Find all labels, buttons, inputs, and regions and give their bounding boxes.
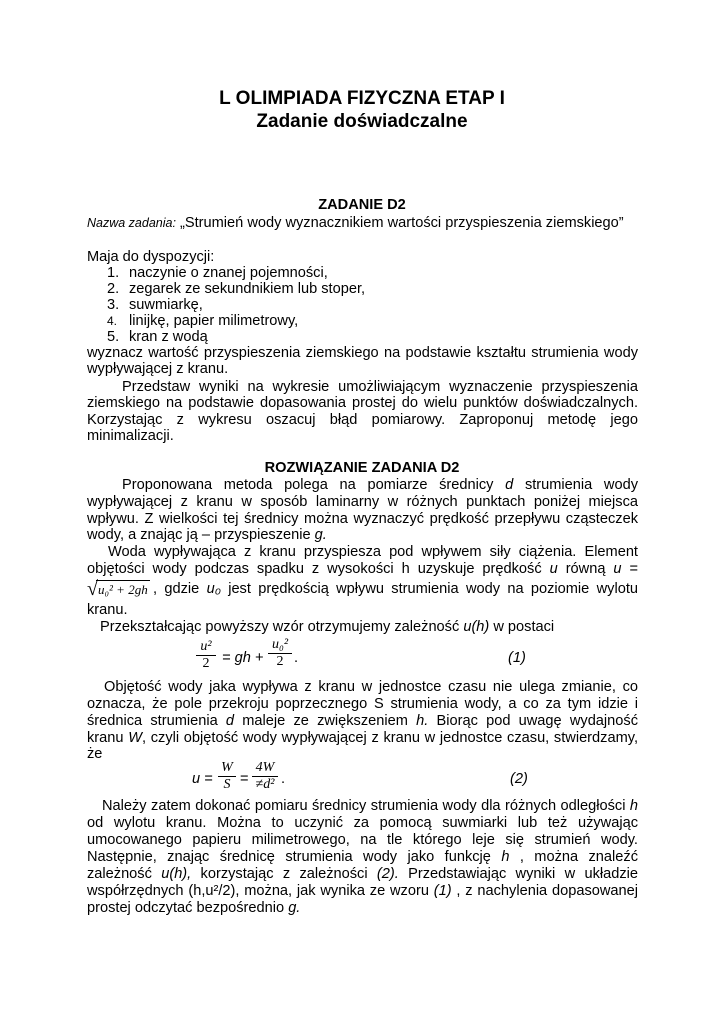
paragraph-line: ziemskiego na podstawie dopasowania prostej do wielu punktów doświadczalnych.	[87, 395, 638, 411]
paragraph-line: prostej odczytać bezpośrednio g.	[87, 900, 301, 916]
paragraph-line: wyznacz wartość przyspieszenia ziemskiego na podstawie kształtu strumienia wody	[87, 345, 638, 361]
paragraph-line: oznacza, że pole przekroju poprzecznego S strumienia wody, a co za tym idzie i	[87, 696, 638, 712]
paragraph-line: wypływającej z kranu.	[87, 361, 229, 377]
task-heading: ZADANIE D2	[318, 197, 406, 213]
equation-text: u =	[192, 771, 213, 787]
equation-number: (2)	[510, 771, 528, 787]
paragraph-line: objętości wody podczas spadku z wysokości h uzyskuje prędkość u równą u =	[87, 561, 639, 577]
paragraph-line: zależność u(h), korzystając z zależności (2). Przedstawiając wyniki w układzie	[87, 866, 638, 882]
equation-text: = gh +	[222, 650, 264, 666]
sqrt-expression: √ u₀² + 2gh	[87, 578, 148, 600]
task-name-line	[87, 215, 624, 232]
equation-fraction: 4W ≠d²	[252, 760, 278, 793]
equation-text: .	[281, 771, 286, 787]
paragraph-line: wypływającej z kranu w sposób laminarny w różnych punktach poniżej miejsca	[87, 494, 638, 510]
paragraph-line: Przedstaw wyniki na wykresie umożliwiającym wyznaczenie przyspieszenia	[122, 379, 638, 395]
paragraph-line: Proponowana metoda polega na pomiarze średnicy d strumienia wody	[122, 477, 638, 493]
solution-heading: ROZWIĄZANIE ZADANIA D2	[264, 460, 460, 476]
equation-number: (1)	[508, 650, 526, 666]
paragraph-line: Przekształcając powyższy wzór otrzymujemy zależność u(h) w postaci	[100, 619, 555, 635]
document-subtitle: Zadanie doświadczalne	[256, 111, 468, 132]
list-item: 3. suwmiarkę,	[107, 297, 203, 313]
paragraph-line: średnica strumienia d maleje ze zwiększeniem h. Biorąc pod uwagę wydajność	[87, 713, 638, 729]
paragraph-line: umocowanego papieru milimetrowego, na tle którego leje się strumień wody.	[87, 832, 638, 848]
paragraph-line: kranu W, czyli objętość wody wypływającej z kranu w jednostce czasu, stwierdzamy,	[87, 730, 638, 746]
list-item: 5. kran z wodą	[107, 329, 208, 345]
list-item: 2. zegarek ze sekundnikiem lub stoper,	[107, 281, 366, 297]
paragraph-line: współrzędnych (h,u²/2), można, jak wynika ze wzoru (1) , z nachylenia dopasowanej	[87, 883, 638, 899]
list-item: 4. linijkę, papier milimetrowy,	[107, 313, 299, 329]
list-item: 1. naczynie o znanej pojemności,	[107, 265, 328, 281]
task-intro: Maja do dyspozycji:	[87, 249, 215, 265]
equation-fraction: u₀² 2	[268, 637, 292, 670]
equation-fraction: W S	[218, 760, 236, 793]
document-title: L OLIMPIADA FIZYCZNA ETAP I	[219, 88, 505, 109]
equation-text: .	[294, 650, 299, 666]
task-name-label: Nazwa zadania:	[87, 216, 176, 230]
paragraph-line: kranu.	[87, 602, 128, 618]
paragraph-line: Następnie, znając średnicę strumienia wody jako funkcję h , można znaleźć	[87, 849, 638, 865]
paragraph-line: , gdzie u₀ jest prędkością wpływu strumienia wody na poziomie wylotu	[153, 581, 638, 597]
paragraph-line: minimalizacji.	[87, 428, 174, 444]
paragraph-line: Należy zatem dokonać pomiaru średnicy strumienia wody dla różnych odległości h	[102, 798, 638, 814]
paragraph-line: wody, a znając ją – przyspieszenie g.	[87, 527, 327, 543]
paragraph-line: Korzystając z wykresu oszacuj błąd pomiarowy. Zaproponuj metodę jego	[87, 412, 638, 428]
equation-text: =	[240, 771, 249, 787]
paragraph-line: Objętość wody jaka wypływa z kranu w jednostce czasu nie ulega zmianie, co	[104, 679, 638, 695]
sqrt-icon: √	[87, 578, 98, 600]
task-name-value: „Strumień wody wyznacznikiem wartości przyspieszenia ziemskiego”	[175, 215, 624, 231]
paragraph-line: że	[87, 746, 103, 762]
paragraph-line: Woda wypływająca z kranu przyspiesza pod wpływem siły ciążenia. Element	[108, 544, 638, 560]
paragraph-line: od wylotu kranu. Można to uczynić za pomocą suwmiarki lub też używając	[87, 815, 638, 831]
paragraph-line: wpływu. Z wielkości tej średnicy można wyznaczyć prędkość przepływu cząsteczek	[87, 511, 638, 527]
equation-fraction: u² 2	[196, 639, 216, 672]
